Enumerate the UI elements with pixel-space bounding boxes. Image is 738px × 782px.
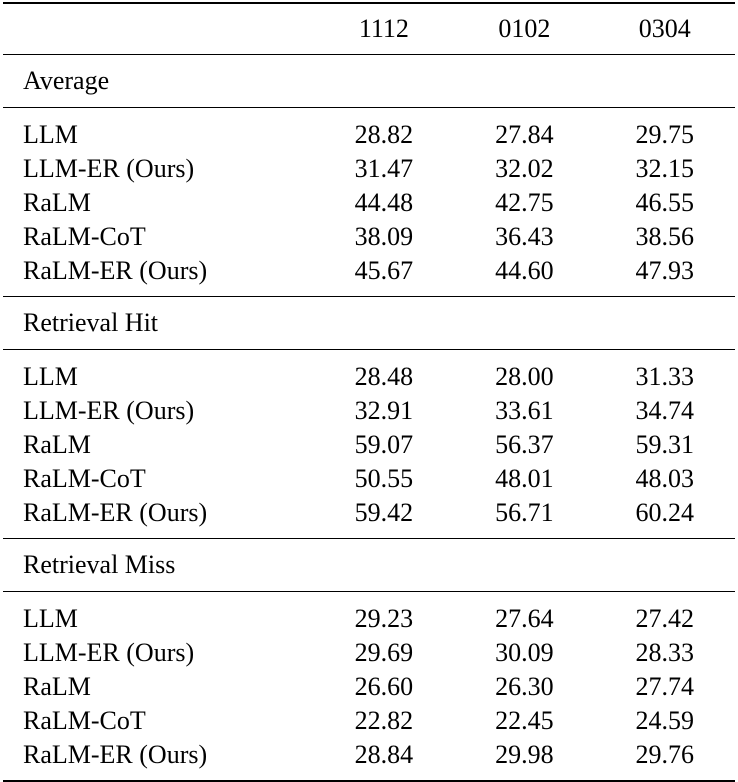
value-cell: 50.55 — [354, 464, 414, 493]
method-cell: LLM-ER (Ours) — [23, 396, 195, 425]
table-body — [3, 55, 735, 782]
value-cell: 32.91 — [354, 396, 414, 425]
header-method — [3, 3, 314, 55]
value-cell: 38.56 — [635, 222, 695, 251]
value-cell: 29.75 — [635, 120, 695, 149]
value-cell: 27.84 — [495, 120, 554, 149]
value-cell: 26.30 — [495, 672, 554, 701]
method-cell: RaLM-ER (Ours) — [23, 498, 208, 527]
value-cell: 33.61 — [495, 396, 554, 425]
method-cell: RaLM — [23, 672, 91, 701]
method-cell: RaLM-CoT — [23, 706, 146, 735]
header-1112: 1112 — [358, 14, 409, 43]
value-cell: 22.45 — [495, 706, 554, 735]
value-cell: 38.09 — [354, 222, 414, 251]
table-row — [3, 704, 735, 738]
method-cell: RaLM-ER (Ours) — [23, 740, 208, 769]
method-cell: LLM-ER (Ours) — [23, 154, 195, 183]
value-cell: 29.76 — [635, 740, 695, 769]
value-cell: 34.74 — [635, 396, 695, 425]
value-cell: 24.59 — [635, 706, 695, 735]
value-cell: 46.55 — [635, 188, 695, 217]
section-title: Retrieval Miss — [23, 550, 176, 579]
section-header-row — [3, 55, 735, 108]
table-row — [3, 496, 735, 539]
method-cell: RaLM — [23, 188, 91, 217]
value-cell: 60.24 — [635, 498, 695, 527]
value-cell: 28.33 — [635, 638, 695, 667]
value-cell: 27.64 — [495, 604, 554, 633]
section-title: Retrieval Hit — [23, 308, 159, 337]
method-cell: LLM — [23, 362, 78, 391]
value-cell: 44.60 — [495, 256, 554, 285]
value-cell: 59.31 — [635, 430, 695, 459]
value-cell: 42.75 — [495, 188, 554, 217]
value-cell: 45.67 — [354, 256, 414, 285]
value-cell: 56.71 — [495, 498, 554, 527]
value-cell: 31.47 — [354, 154, 414, 183]
value-cell: 56.37 — [495, 430, 554, 459]
table-row — [3, 220, 735, 254]
table-row — [3, 592, 735, 637]
header-0102: 0102 — [498, 14, 551, 43]
value-cell: 27.74 — [635, 672, 695, 701]
table-row — [3, 254, 735, 297]
value-cell: 29.98 — [495, 740, 554, 769]
table-row — [3, 738, 735, 781]
header-row — [3, 3, 735, 55]
table-row — [3, 350, 735, 395]
value-cell: 32.02 — [495, 154, 554, 183]
table-row — [3, 428, 735, 462]
section-title: Average — [23, 66, 110, 95]
value-cell: 28.00 — [495, 362, 554, 391]
value-cell: 47.93 — [635, 256, 695, 285]
value-cell: 31.33 — [635, 362, 695, 391]
value-cell: 44.48 — [354, 188, 414, 217]
table-row — [3, 462, 735, 496]
method-cell: LLM — [23, 120, 78, 149]
value-cell: 29.69 — [354, 638, 414, 667]
section-header-row — [3, 297, 735, 350]
method-cell: RaLM — [23, 430, 91, 459]
value-cell: 48.01 — [495, 464, 554, 493]
section-header-row — [3, 539, 735, 592]
value-cell: 48.03 — [635, 464, 695, 493]
table-row — [3, 152, 735, 186]
value-cell: 30.09 — [495, 638, 554, 667]
table-row — [3, 670, 735, 704]
method-cell: RaLM-CoT — [23, 464, 146, 493]
method-cell: RaLM-CoT — [23, 222, 146, 251]
value-cell: 32.15 — [635, 154, 695, 183]
value-cell: 22.82 — [354, 706, 414, 735]
table-row — [3, 636, 735, 670]
value-cell: 28.82 — [354, 120, 414, 149]
results-table — [3, 2, 735, 782]
value-cell: 28.48 — [354, 362, 414, 391]
method-cell: LLM-ER (Ours) — [23, 638, 195, 667]
value-cell: 28.84 — [354, 740, 414, 769]
method-cell: RaLM-ER (Ours) — [23, 256, 208, 285]
value-cell: 27.42 — [635, 604, 695, 633]
table-row — [3, 394, 735, 428]
value-cell: 36.43 — [495, 222, 554, 251]
value-cell: 59.42 — [354, 498, 414, 527]
value-cell: 59.07 — [354, 430, 414, 459]
value-cell: 26.60 — [354, 672, 414, 701]
value-cell: 29.23 — [354, 604, 414, 633]
table-row — [3, 186, 735, 220]
header-0304: 0304 — [638, 14, 691, 43]
method-cell: LLM — [23, 604, 78, 633]
table-row — [3, 108, 735, 153]
